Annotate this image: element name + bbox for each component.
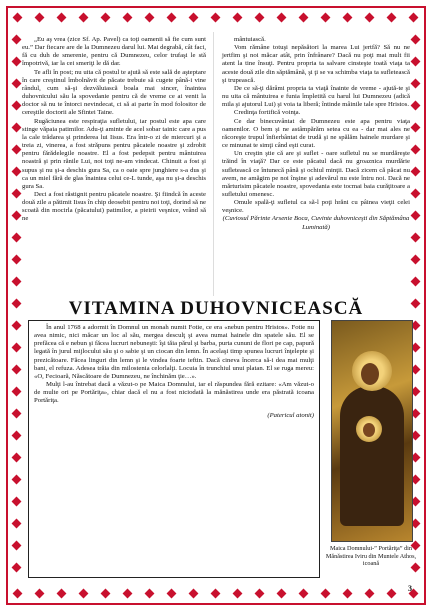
page-number: 3 bbox=[408, 584, 412, 593]
story-paragraph: În anul 1768 a adormit în Domnul un monah numit Fotie, ce era «nebun pentru Hristos». Fotie nu avea nimic, nici măcar un loc al său, mergea desculţ şi avea numai hainele din spatele său. El se prefăcea că e nebun şi făcea lucruri nebuneşti: îşi tăia părul şi barba, purta cununi de flori pe cap, papură legată în jurul mijlocului său şi o sabie şi un ciocan din lemn. În acelaşi timp spunea lucruri înţelepte şi prezicătoare. Făcea linguri din lemn şi le vindea foarte ieftin. Dacă cineva încerca să-i dea mai mulţi bani, el refuza. Adesea trăia din milostenia celorlalţi. Locuia în trunchiul unui platan. El se ruga mereu: «O, Fecioară, Născătoare de Dumnezeu, ne închinăm ţie…». bbox=[34, 324, 314, 380]
right-paragraph: Credinţa fortifică voinţa. bbox=[234, 109, 301, 117]
icon-face bbox=[361, 363, 379, 385]
left-paragraph: „Eu aş vrea (zice Sf. Ap. Pavel) ca toţi oamenii să fie cum sunt eu.” Dar fiecare are de la Dumnezeu darul lui. Mai degrabă, cât faci, fă cu duh de smerenie, pentru că Dumnezeu, celor trufaşi le stă împotrivă, iar la cei smeriţi le dă dar. bbox=[22, 36, 206, 68]
right-paragraph: Un creştin ştie că are şi suflet - oare sufletul nu se murdăreşte trăind în viaţă? Dar ce este păcatul dacă nu groaznica murdărie sufletească ce întunecă până şi ochiul minţii. Dacă zicem că păcat nu avem, ne amăgim pe noi înşine şi adevărul nu este întru noi. Dacă ne mărturisim păcatele noastre, spovedania este tocmai baia curăţitoare a sufletului omenesc. bbox=[222, 150, 410, 198]
right-paragraph: Omule spală-ţi sufletul ca să-l poţi hrăni cu pâinea vieţii celei veşnice. bbox=[222, 199, 410, 215]
right-paragraph: mântuiască. bbox=[234, 36, 266, 43]
icon-portaitissa-image bbox=[331, 320, 413, 542]
icon-robe bbox=[340, 386, 404, 526]
right-text-column bbox=[222, 36, 410, 232]
section-title: VITAMINA DUHOVNICEASCĂ bbox=[68, 298, 364, 319]
story-paragraph: Mulţi l-au întrebat dacă a văzut-o pe Maica Domnului, iar el răspundea fără ezitare: «Am văzut-o de multe ori pe Portăriţa», chiar dacă el nu a fost niciodată la mănăstirea unde era păstrată icoana Portăriţa. bbox=[34, 381, 314, 405]
left-paragraph: Te afli în post; nu uita că postul te ajută să este sală de aşteptare în care creştinul îmbolnăvit de păcate trebuie să cugete până-i vine rândul, cum să-şi dezvăluiască boala mai sincer, înaintea duhovnicului său la spovedanie pentru că de vreme ce ai venit la doctor să nu te întorci nevindecat, ci să ai parte în mod folositor de cereştile doctorii ale Sfintei Taine. bbox=[22, 68, 206, 117]
right-paragraph: De ce să-ţi dărâmi propria ta viaţă înainte de vreme - ajută-te şi nu uita că mântuirea e funia împletită cu harul lui Dumnezeu (adică mila şi ajutorul Lui) şi voia ta liberă; întinde mâinile tale spre Hristos. bbox=[222, 84, 410, 109]
story-source: (Patericul atonit) bbox=[267, 411, 314, 419]
icon-child-face bbox=[363, 423, 375, 437]
right-paragraph: Vom rămâne totuşi nepăsători la marea Lui jertfă? Să nu ne jertfim şi noi măcar atât, prin înfrânare? Dacă nu poţi mai mult fii atent la tine însuţi. Pentru propria ta salvare cinsteşte toată viaţa ta aceste două zile din săptămână, şi ţi se va schimba viaţa ta sufletească şi trupească. bbox=[222, 44, 410, 84]
left-text-column bbox=[22, 36, 206, 224]
image-caption: Maica Domnului-” Portăriţa” din Mănăstirea Iviru din Muntele Athos, icoană bbox=[325, 545, 417, 568]
left-paragraph: Rugăciunea este respiraţia sufletului, iar postul este apa care stinge văpaia patimilor. Adu-ţi aminte de acel sobar tainic care a pus la cale trădarea şi prinderea lui Iisus. Era într-o zi de miercuri şi a treia zi, vinerea, a fost străpuns pentru păcatele noastre şi zdrobit pentru fărădelegile noastre. El a fost pedepsit pentru mântuirea noastră şi prin rănile Lui, noi toţi ne-am vindecat. Chinuit a fost şi supus şi nu şi-a deschis gura Sa, ca o oaie spre junghiere s-a dus şi ca un miel fără de glas înaintea celui ce-L tunde, aşa nu şi-a deschis gura Sa. bbox=[22, 117, 206, 190]
left-paragraph: Deci a fost răstignit pentru păcatele noastre. Şi fiindcă în aceste două zile a pătimit Iisus în chip deosebit pentru noi toţi, dorind să ne scoată din mocirla (păcatului) patimilor, a pieirii veşnice, vrând să ne bbox=[22, 190, 206, 223]
column-divider bbox=[213, 32, 214, 296]
story-text bbox=[34, 324, 314, 420]
right-source: (Cuviosul Părinte Arsenie Boca, Cuvinte duhovniceşti din Săptămâna Luminată) bbox=[222, 215, 410, 231]
right-paragraph: Ce dar binecuvântat de Dumnezeu este apa pentru viaţa oamenilor. O bem şi ne astâmpărăm setea cu ea - dar mai ales ne răcoreşte trupul înfierbântat de trudă şi ne spălăm hainele murdare şi ce minunat te simţi când eşti curat. bbox=[222, 117, 410, 150]
